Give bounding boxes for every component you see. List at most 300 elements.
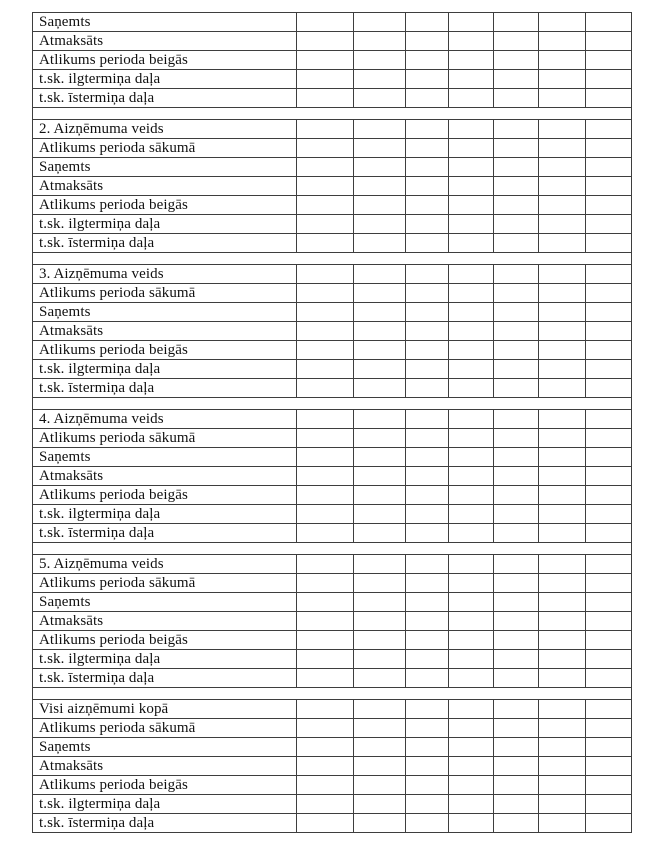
data-cell: [494, 196, 539, 215]
data-cell: [494, 593, 539, 612]
row-label: Atmaksāts: [33, 32, 297, 51]
row-label: Atlikums perioda sākumā: [33, 574, 297, 593]
data-cell: [586, 574, 632, 593]
data-cell: [297, 360, 354, 379]
data-cell: [406, 158, 449, 177]
loan-report-table: [32, 12, 632, 833]
row-label: t.sk. īstermiņa daļa: [33, 524, 297, 543]
data-cell: [449, 284, 494, 303]
data-cell: [297, 814, 354, 833]
data-cell: [297, 669, 354, 688]
data-cell: [354, 13, 406, 32]
data-cell: [297, 719, 354, 738]
data-cell: [539, 429, 586, 448]
data-cell: [494, 215, 539, 234]
data-cell: [297, 139, 354, 158]
data-cell: [354, 719, 406, 738]
row-label: Saņemts: [33, 738, 297, 757]
data-cell: [494, 795, 539, 814]
data-cell: [539, 139, 586, 158]
data-cell: [449, 486, 494, 505]
data-cell: [354, 669, 406, 688]
data-cell: [406, 612, 449, 631]
data-cell: [297, 215, 354, 234]
data-cell: [586, 486, 632, 505]
data-cell: [449, 524, 494, 543]
table-row: [33, 13, 632, 32]
table-body: [33, 13, 632, 833]
data-cell: [539, 795, 586, 814]
data-cell: [539, 379, 586, 398]
row-label: Atmaksāts: [33, 467, 297, 486]
table-row: [33, 196, 632, 215]
data-cell: [354, 32, 406, 51]
row-label: Atmaksāts: [33, 612, 297, 631]
data-cell: [539, 776, 586, 795]
spacer-cell: [33, 543, 632, 555]
data-cell: [449, 719, 494, 738]
data-cell: [297, 410, 354, 429]
data-cell: [449, 341, 494, 360]
data-cell: [539, 814, 586, 833]
table-row: [33, 429, 632, 448]
section-title-row: [33, 555, 632, 574]
data-cell: [354, 284, 406, 303]
data-cell: [586, 379, 632, 398]
data-cell: [297, 631, 354, 650]
data-cell: [354, 89, 406, 108]
data-cell: [297, 341, 354, 360]
data-cell: [586, 631, 632, 650]
data-cell: [586, 70, 632, 89]
data-cell: [449, 669, 494, 688]
data-cell: [494, 284, 539, 303]
data-cell: [297, 776, 354, 795]
data-cell: [449, 757, 494, 776]
data-cell: [406, 32, 449, 51]
data-cell: [539, 89, 586, 108]
data-cell: [406, 322, 449, 341]
data-cell: [494, 51, 539, 70]
data-cell: [494, 379, 539, 398]
data-cell: [297, 795, 354, 814]
data-cell: [354, 177, 406, 196]
data-cell: [586, 555, 632, 574]
data-cell: [449, 410, 494, 429]
data-cell: [354, 593, 406, 612]
data-cell: [539, 158, 586, 177]
data-cell: [586, 757, 632, 776]
row-label: Atlikums perioda sākumā: [33, 284, 297, 303]
section-title: 2. Aizņēmuma veids: [33, 120, 297, 139]
data-cell: [297, 70, 354, 89]
data-cell: [494, 776, 539, 795]
data-cell: [539, 669, 586, 688]
table-row: [33, 467, 632, 486]
data-cell: [494, 448, 539, 467]
data-cell: [354, 341, 406, 360]
data-cell: [297, 234, 354, 253]
data-cell: [449, 120, 494, 139]
spacer-cell: [33, 108, 632, 120]
data-cell: [406, 215, 449, 234]
data-cell: [494, 139, 539, 158]
data-cell: [494, 486, 539, 505]
data-cell: [586, 505, 632, 524]
data-cell: [354, 795, 406, 814]
data-cell: [539, 51, 586, 70]
data-cell: [494, 467, 539, 486]
data-cell: [449, 303, 494, 322]
data-cell: [539, 612, 586, 631]
data-cell: [297, 700, 354, 719]
table-row: [33, 89, 632, 108]
data-cell: [354, 120, 406, 139]
data-cell: [297, 486, 354, 505]
data-cell: [449, 158, 494, 177]
data-cell: [539, 757, 586, 776]
data-cell: [297, 429, 354, 448]
data-cell: [539, 177, 586, 196]
data-cell: [449, 612, 494, 631]
data-cell: [297, 448, 354, 467]
data-cell: [586, 196, 632, 215]
data-cell: [449, 139, 494, 158]
data-cell: [586, 139, 632, 158]
row-label: t.sk. ilgtermiņa daļa: [33, 215, 297, 234]
table-row: [33, 776, 632, 795]
data-cell: [539, 13, 586, 32]
section-title-row: [33, 265, 632, 284]
data-cell: [539, 467, 586, 486]
data-cell: [586, 51, 632, 70]
table-row: [33, 650, 632, 669]
spacer-cell: [33, 688, 632, 700]
data-cell: [586, 341, 632, 360]
data-cell: [406, 776, 449, 795]
data-cell: [494, 13, 539, 32]
data-cell: [297, 13, 354, 32]
table-row: [33, 177, 632, 196]
data-cell: [354, 467, 406, 486]
data-cell: [406, 89, 449, 108]
data-cell: [297, 120, 354, 139]
data-cell: [297, 555, 354, 574]
data-cell: [494, 555, 539, 574]
data-cell: [494, 631, 539, 650]
data-cell: [297, 177, 354, 196]
data-cell: [449, 379, 494, 398]
data-cell: [494, 158, 539, 177]
data-cell: [586, 593, 632, 612]
table-row: [33, 738, 632, 757]
data-cell: [539, 631, 586, 650]
data-cell: [297, 505, 354, 524]
data-cell: [297, 265, 354, 284]
data-cell: [494, 322, 539, 341]
table-row: [33, 322, 632, 341]
data-cell: [354, 574, 406, 593]
data-cell: [354, 51, 406, 70]
data-cell: [539, 410, 586, 429]
data-cell: [539, 505, 586, 524]
data-cell: [354, 776, 406, 795]
data-cell: [449, 13, 494, 32]
row-label: Saņemts: [33, 303, 297, 322]
data-cell: [449, 467, 494, 486]
data-cell: [586, 13, 632, 32]
data-cell: [449, 593, 494, 612]
data-cell: [406, 360, 449, 379]
data-cell: [586, 467, 632, 486]
data-cell: [354, 486, 406, 505]
row-label: Saņemts: [33, 13, 297, 32]
data-cell: [354, 505, 406, 524]
data-cell: [586, 738, 632, 757]
data-cell: [449, 429, 494, 448]
table-row: [33, 669, 632, 688]
data-cell: [494, 120, 539, 139]
data-cell: [354, 322, 406, 341]
data-cell: [297, 196, 354, 215]
table-row: [33, 612, 632, 631]
row-label: Atlikums perioda beigās: [33, 196, 297, 215]
data-cell: [586, 284, 632, 303]
data-cell: [586, 303, 632, 322]
data-cell: [494, 814, 539, 833]
data-cell: [297, 322, 354, 341]
data-cell: [539, 486, 586, 505]
row-label: t.sk. īstermiņa daļa: [33, 234, 297, 253]
row-label: Atmaksāts: [33, 177, 297, 196]
data-cell: [406, 51, 449, 70]
spacer-cell: [33, 253, 632, 265]
data-cell: [494, 265, 539, 284]
data-cell: [406, 139, 449, 158]
data-cell: [449, 89, 494, 108]
data-cell: [449, 700, 494, 719]
data-cell: [586, 322, 632, 341]
data-cell: [539, 448, 586, 467]
data-cell: [539, 120, 586, 139]
data-cell: [449, 738, 494, 757]
data-cell: [494, 32, 539, 51]
data-cell: [406, 284, 449, 303]
data-cell: [586, 814, 632, 833]
data-cell: [494, 303, 539, 322]
row-label: Saņemts: [33, 158, 297, 177]
data-cell: [354, 158, 406, 177]
data-cell: [494, 410, 539, 429]
row-label: Atlikums perioda beigās: [33, 51, 297, 70]
data-cell: [354, 196, 406, 215]
table-row: [33, 379, 632, 398]
data-cell: [449, 234, 494, 253]
data-cell: [354, 448, 406, 467]
data-cell: [586, 410, 632, 429]
table-row: [33, 593, 632, 612]
data-cell: [297, 757, 354, 776]
data-cell: [297, 89, 354, 108]
spacer-cell: [33, 398, 632, 410]
table-row: [33, 139, 632, 158]
table-row: [33, 51, 632, 70]
row-label: t.sk. ilgtermiņa daļa: [33, 795, 297, 814]
data-cell: [586, 234, 632, 253]
spacer-row: [33, 688, 632, 700]
data-cell: [494, 341, 539, 360]
table-row: [33, 719, 632, 738]
data-cell: [354, 814, 406, 833]
data-cell: [297, 612, 354, 631]
row-label: Saņemts: [33, 593, 297, 612]
data-cell: [354, 700, 406, 719]
data-cell: [449, 360, 494, 379]
data-cell: [297, 650, 354, 669]
table-row: [33, 505, 632, 524]
data-cell: [354, 429, 406, 448]
data-cell: [354, 234, 406, 253]
spacer-row: [33, 108, 632, 120]
data-cell: [406, 486, 449, 505]
data-cell: [297, 379, 354, 398]
data-cell: [586, 177, 632, 196]
data-cell: [586, 265, 632, 284]
data-cell: [297, 593, 354, 612]
data-cell: [297, 738, 354, 757]
row-label: Atlikums perioda sākumā: [33, 139, 297, 158]
row-label: t.sk. īstermiņa daļa: [33, 89, 297, 108]
data-cell: [539, 574, 586, 593]
data-cell: [354, 524, 406, 543]
data-cell: [406, 303, 449, 322]
data-cell: [354, 738, 406, 757]
data-cell: [449, 196, 494, 215]
data-cell: [449, 32, 494, 51]
data-cell: [449, 70, 494, 89]
data-cell: [354, 612, 406, 631]
row-label: t.sk. ilgtermiņa daļa: [33, 360, 297, 379]
data-cell: [406, 379, 449, 398]
data-cell: [449, 776, 494, 795]
data-cell: [586, 32, 632, 51]
data-cell: [406, 70, 449, 89]
section-title: 5. Aizņēmuma veids: [33, 555, 297, 574]
table-row: [33, 215, 632, 234]
data-cell: [586, 650, 632, 669]
data-cell: [539, 593, 586, 612]
row-label: Atmaksāts: [33, 322, 297, 341]
data-cell: [494, 669, 539, 688]
row-label: Atlikums perioda beigās: [33, 341, 297, 360]
data-cell: [449, 265, 494, 284]
data-cell: [539, 700, 586, 719]
data-cell: [297, 32, 354, 51]
row-label: Saņemts: [33, 448, 297, 467]
data-cell: [539, 341, 586, 360]
data-cell: [449, 322, 494, 341]
data-cell: [297, 524, 354, 543]
data-cell: [539, 719, 586, 738]
data-cell: [406, 410, 449, 429]
spacer-row: [33, 543, 632, 555]
data-cell: [297, 284, 354, 303]
data-cell: [539, 215, 586, 234]
data-cell: [449, 448, 494, 467]
data-cell: [586, 669, 632, 688]
table-row: [33, 234, 632, 253]
data-cell: [297, 51, 354, 70]
data-cell: [406, 429, 449, 448]
table-row: [33, 631, 632, 650]
data-cell: [539, 322, 586, 341]
data-cell: [494, 757, 539, 776]
data-cell: [494, 505, 539, 524]
data-cell: [539, 650, 586, 669]
data-cell: [406, 631, 449, 650]
data-cell: [449, 795, 494, 814]
data-cell: [539, 196, 586, 215]
row-label: t.sk. īstermiņa daļa: [33, 814, 297, 833]
table-row: [33, 757, 632, 776]
data-cell: [354, 555, 406, 574]
data-cell: [297, 303, 354, 322]
row-label: Atlikums perioda beigās: [33, 486, 297, 505]
row-label: Atlikums perioda sākumā: [33, 719, 297, 738]
data-cell: [586, 89, 632, 108]
data-cell: [449, 51, 494, 70]
spacer-row: [33, 253, 632, 265]
table-row: [33, 795, 632, 814]
data-cell: [494, 612, 539, 631]
data-cell: [354, 139, 406, 158]
data-cell: [354, 303, 406, 322]
data-cell: [406, 738, 449, 757]
data-cell: [586, 776, 632, 795]
data-cell: [539, 234, 586, 253]
data-cell: [586, 429, 632, 448]
data-cell: [354, 650, 406, 669]
section-title: Visi aizņēmumi kopā: [33, 700, 297, 719]
table-row: [33, 574, 632, 593]
table-row: [33, 158, 632, 177]
data-cell: [449, 574, 494, 593]
data-cell: [494, 70, 539, 89]
data-cell: [539, 555, 586, 574]
data-cell: [354, 410, 406, 429]
row-label: Atmaksāts: [33, 757, 297, 776]
data-cell: [297, 467, 354, 486]
data-cell: [406, 467, 449, 486]
data-cell: [449, 555, 494, 574]
data-cell: [586, 360, 632, 379]
table-row: [33, 303, 632, 322]
table-row: [33, 341, 632, 360]
data-cell: [406, 757, 449, 776]
data-cell: [449, 631, 494, 650]
table-row: [33, 448, 632, 467]
data-cell: [406, 177, 449, 196]
data-cell: [539, 738, 586, 757]
data-cell: [406, 795, 449, 814]
section-title: 3. Aizņēmuma veids: [33, 265, 297, 284]
data-cell: [586, 120, 632, 139]
data-cell: [406, 448, 449, 467]
data-cell: [494, 574, 539, 593]
table-row: [33, 70, 632, 89]
data-cell: [406, 341, 449, 360]
data-cell: [539, 70, 586, 89]
